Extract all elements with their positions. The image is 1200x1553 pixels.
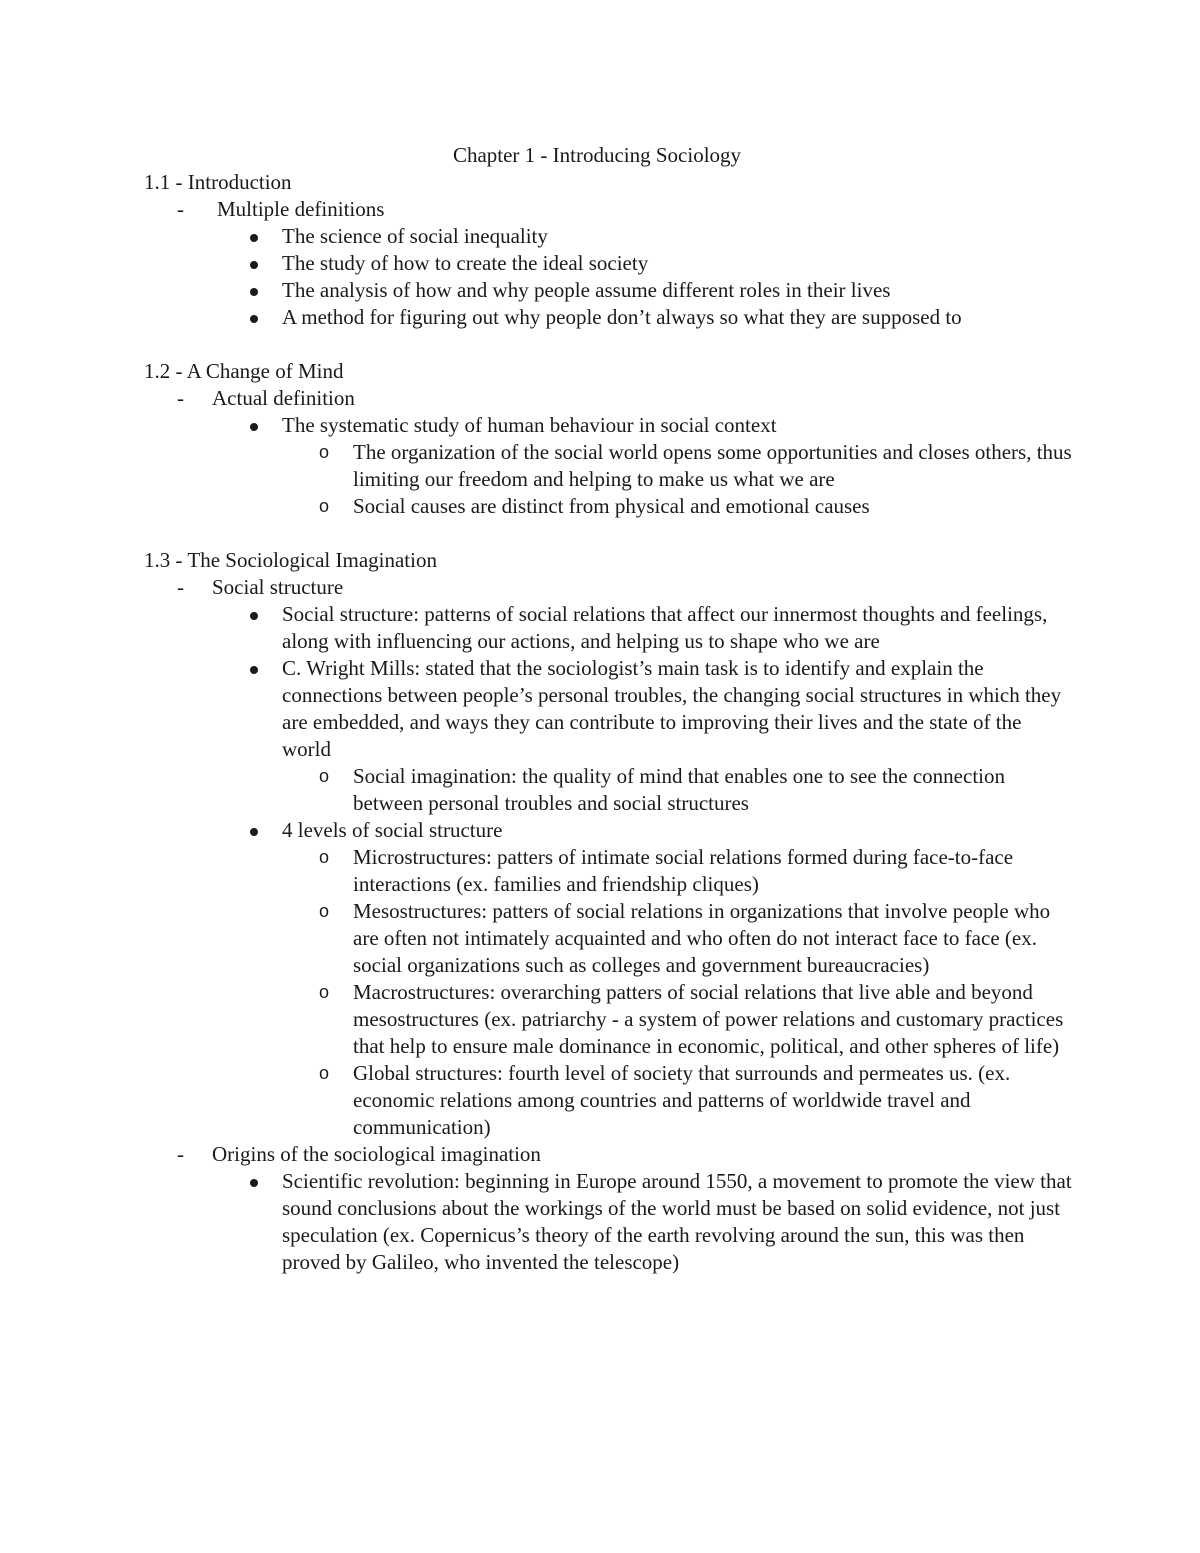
bullet-item: [144, 601, 1074, 655]
circle-bullet-icon: o: [319, 982, 330, 1002]
sub-bullet-text: Macrostructures: overarching patters of social relations that live able and beyond mesostructures (ex. patriarchy - a system of power relations and customary practices that help to ensure male dominance in economic, political, and other spheres of life): [353, 980, 1064, 1058]
sub-bullet-text: Social causes are distinct from physical and emotional causes: [353, 494, 870, 518]
sub-bullet-text: Global structures: fourth level of society that surrounds and permeates us. (ex. economic relations among countries and patterns of worldwide travel and communication): [353, 1061, 1011, 1139]
bullet-item: [144, 1168, 1074, 1276]
section-sociological-imagination: [144, 547, 1074, 1276]
dash-item-text: Actual definition: [212, 386, 355, 410]
bullet-icon: [250, 423, 258, 431]
bullet-icon: [250, 288, 258, 296]
dash-marker: -: [177, 1142, 184, 1166]
bullet-text: 4 levels of social structure: [282, 818, 503, 842]
bullet-icon: [250, 234, 258, 242]
dash-item: [144, 385, 1074, 412]
sub-bullet-item: [144, 979, 1074, 1060]
circle-bullet-icon: o: [319, 766, 330, 786]
sub-bullet-text: Microstructures: patters of intimate social relations formed during face-to-face interactions (ex. families and friendship cliques): [353, 845, 1014, 896]
bullet-icon: [250, 261, 258, 269]
bullet-icon: [250, 315, 258, 323]
dash-item: [144, 1141, 1074, 1168]
circle-bullet-icon: o: [319, 1063, 330, 1083]
sub-bullet-text: Social imagination: the quality of mind that enables one to see the connection between personal troubles and social structures: [353, 764, 1005, 815]
bullet-icon: [250, 612, 258, 620]
bullet-text: The systematic study of human behaviour in social context: [282, 413, 777, 437]
document-body: [144, 169, 1074, 1276]
section-heading: 1.2 - A Change of Mind: [144, 359, 344, 383]
bullet-icon: [250, 828, 258, 836]
sub-bullet-item: [144, 844, 1074, 898]
section-introduction: [144, 169, 1074, 331]
dash-marker: -: [177, 575, 184, 599]
sub-bullet-item: [144, 1060, 1074, 1141]
bullet-item: [144, 277, 1074, 304]
bullet-item: [144, 250, 1074, 277]
section-heading: 1.1 - Introduction: [144, 170, 292, 194]
dash-marker: -: [177, 386, 184, 410]
dash-item-text: Social structure: [212, 575, 344, 599]
bullet-text: The analysis of how and why people assume different roles in their lives: [282, 278, 891, 302]
bullet-item: [144, 412, 1074, 439]
dash-marker: -: [177, 197, 184, 221]
sub-bullet-item: [144, 493, 1074, 520]
section-heading: 1.3 - The Sociological Imagination: [144, 548, 437, 572]
bullet-text: Scientific revolution: beginning in Europe around 1550, a movement to promote the view that sound conclusions about the workings of the world must be based on solid evidence, not just speculation (ex. Copernicus’s theory of the earth revolving around the sun, this was then proved by Galileo, who invented the telescope): [282, 1169, 1072, 1274]
bullet-item: [144, 223, 1074, 250]
bullet-icon: [250, 1179, 258, 1187]
bullet-item: [144, 655, 1074, 763]
circle-bullet-icon: o: [319, 901, 330, 921]
bullet-icon: [250, 666, 258, 674]
bullet-text: A method for figuring out why people don’t always so what they are supposed to: [282, 305, 962, 329]
document-title: Chapter 1 - Introducing Sociology: [452, 143, 742, 167]
bullet-text: The study of how to create the ideal society: [282, 251, 649, 275]
dash-item-text: Origins of the sociological imagination: [212, 1142, 541, 1166]
bullet-item: [144, 817, 1074, 844]
sub-bullet-text: Mesostructures: patters of social relations in organizations that involve people who are often not intimately acquainted and who often do not interact face to face (ex. social organizations such as colleges and government bureaucracies): [353, 899, 1051, 977]
dash-item: [144, 196, 1074, 223]
circle-bullet-icon: o: [319, 442, 330, 462]
dash-item: [144, 574, 1074, 601]
circle-bullet-icon: o: [319, 847, 330, 867]
sub-bullet-item: [144, 898, 1074, 979]
sub-bullet-item: [144, 763, 1074, 817]
bullet-item: [144, 304, 1074, 331]
bullet-text: C. Wright Mills: stated that the sociologist’s main task is to identify and explain the connections between people’s personal troubles, the changing social structures in which they are embedded, and ways they can contribute to improving their lives and the state of the world: [282, 656, 1062, 761]
sub-bullet-item: [144, 439, 1074, 493]
bullet-text: Social structure: patterns of social relations that affect our innermost thoughts and feelings, along with influencing our actions, and helping us to shape who we are: [282, 602, 1048, 653]
section-change-of-mind: [144, 358, 1074, 520]
sub-bullet-text: The organization of the social world opens some opportunities and closes others, thus limiting our freedom and helping to make us what we are: [353, 440, 1072, 491]
dash-item-text: Multiple definitions: [217, 197, 385, 221]
bullet-text: The science of social inequality: [282, 224, 548, 248]
circle-bullet-icon: o: [319, 496, 330, 516]
